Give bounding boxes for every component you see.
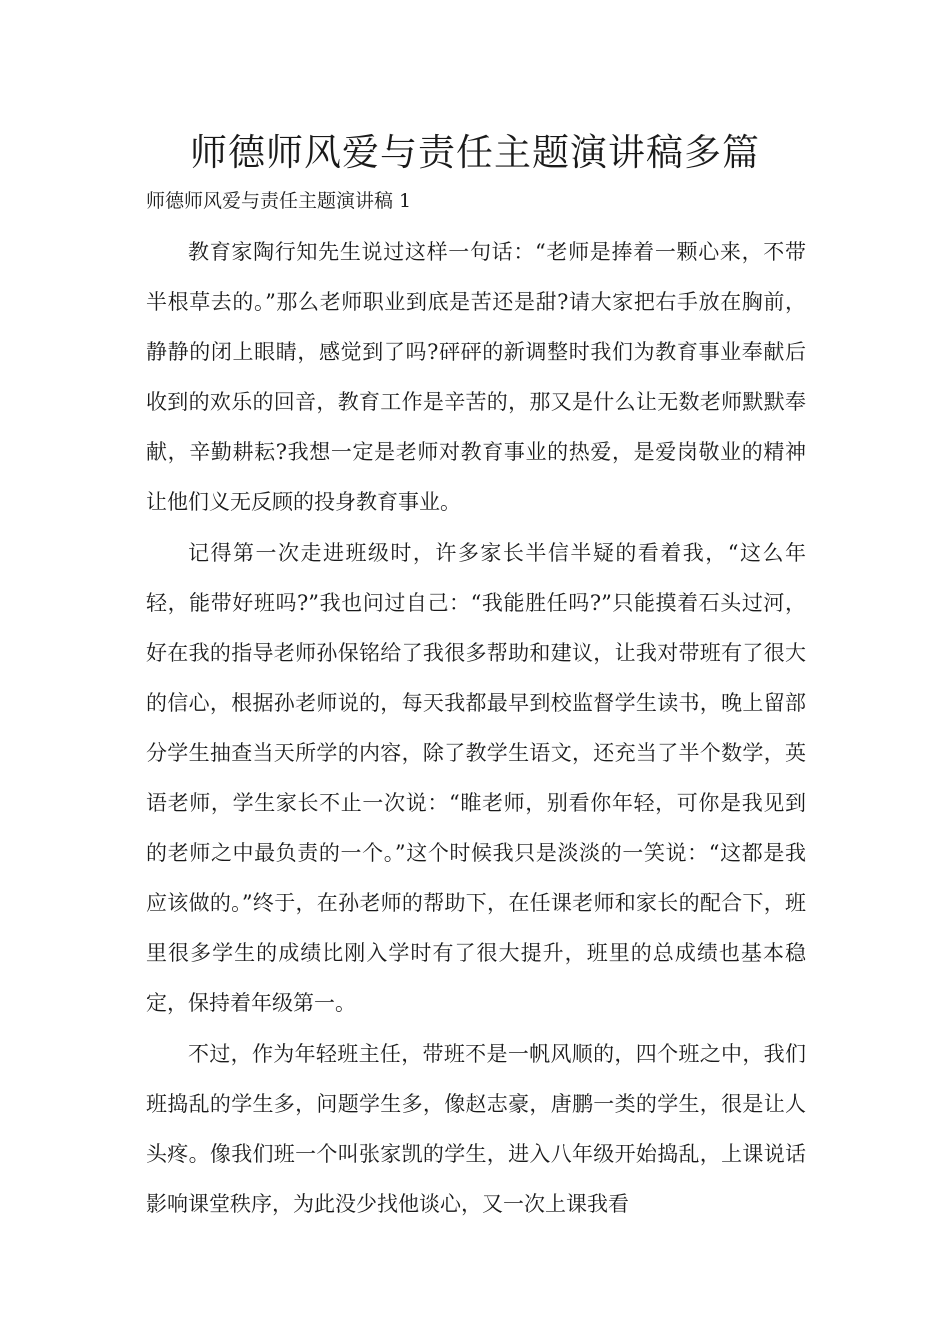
document-title: 师德师风爱与责任主题演讲稿多篇: [190, 131, 760, 174]
paragraph-2: 记得第一次走进班级时，许多家长半信半疑的看着我，“这么年轻，能带好班吗?”我也问过自己：“我能胜任吗?”只能摸着石头过河，好在我的指导老师孙保铭给了我很多帮助和建议，让我对带班有了很大的信心，根据孙老师说的，每天我都最早到校监督学生读书，晚上留部分学生抽查当天所学的内容，除了教学生语文，还充当了半个数学，英语老师，学生家长不止一次说：“睢老师，别看你年轻，可你是我见到的老师之中最负责的一个。”这个时候我只是淡淡的一笑说：“这都是我应该做的。”终于，在孙老师的帮助下，在任课老师和家长的配合下，班里很多学生的成绩比刚入学时有了很大提升，班里的总成绩也基本稳定，保持着年级第一。: [146, 540, 806, 1016]
paragraph-3: 不过，作为年轻班主任，带班不是一帆风顺的，四个班之中，我们班捣乱的学生多，问题学生多，像赵志豪，唐鹏一类的学生，很是让人头疼。像我们班一个叫张家凯的学生，进入八年级开始捣乱，上课说话影响课堂秩序，为此没少找他谈心，又一次上课我看: [146, 1041, 806, 1216]
paragraph-1: 教育家陶行知先生说过这样一句话：“老师是捧着一颗心来，不带半根草去的。”那么老师职业到底是苦还是甜?请大家把右手放在胸前，静静的闭上眼睛，感觉到了吗?砰砰的新调整时我们为教育事业奉献后收到的欢乐的回音，教育工作是辛苦的，那又是什么让无数老师默默奉献，辛勤耕耘?我想一定是老师对教育事业的热爱，是爱岗敬业的精神让他们义无反顾的投身教育事业。: [146, 240, 806, 515]
document-subtitle: 师德师风爱与责任主题演讲稿 1: [146, 190, 412, 212]
document-body: [146, 227, 806, 1229]
